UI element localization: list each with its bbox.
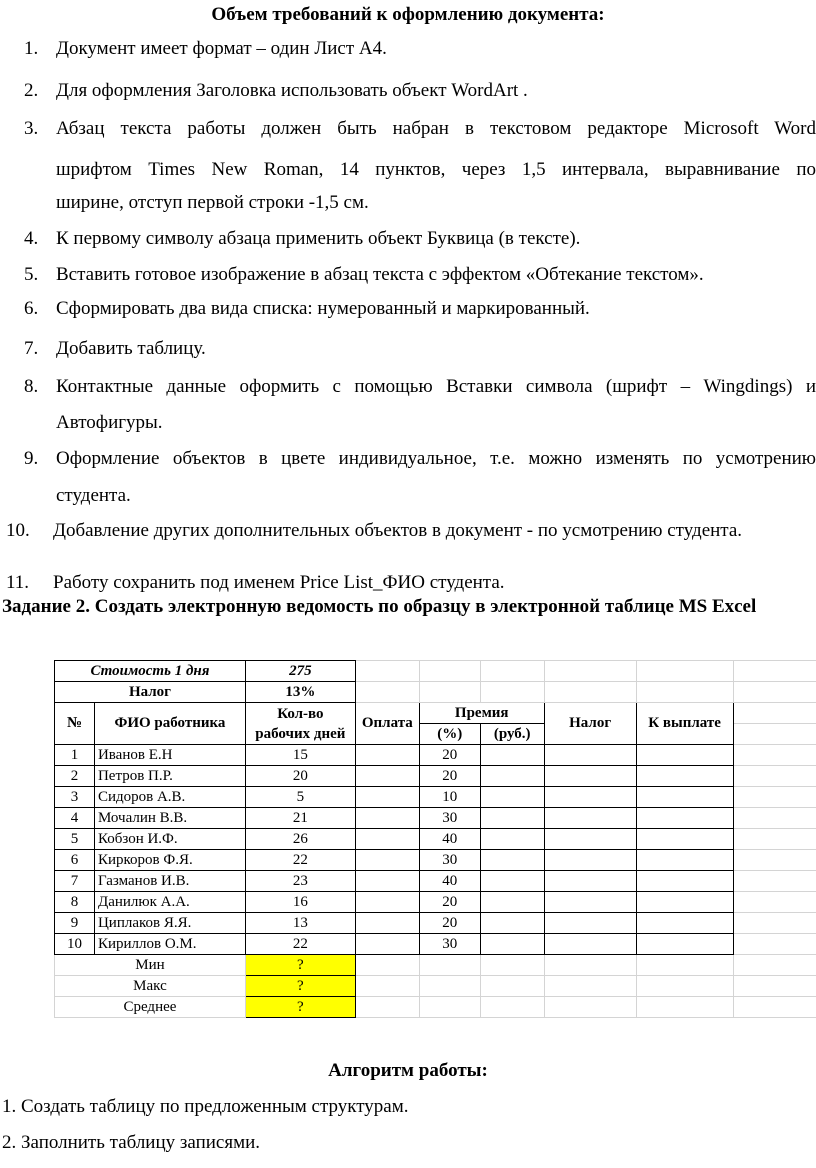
stat-row [55, 997, 816, 1018]
cell-name: Циплаков Я.Я. [94, 913, 245, 934]
cell-days: 22 [245, 850, 355, 871]
stat-label: Среднее [55, 997, 246, 1018]
table-row [55, 913, 816, 934]
cell-empty [733, 787, 816, 808]
cell-no: 3 [55, 787, 95, 808]
cell-empty [419, 955, 480, 976]
table-row [55, 850, 816, 871]
excel-sheet [54, 660, 816, 1032]
list-item-text: Вставить готовое изображение в абзац текста с эффектом «Обтекание текстом». [56, 264, 704, 285]
cell-no: 7 [55, 871, 95, 892]
cell-empty [544, 976, 636, 997]
cell-bonus-rub [480, 850, 544, 871]
header-bonus-pct: (%) [419, 724, 480, 745]
list-item-text: Абзац текста работы должен быть набран в текстовом редакторе Microsoft Word [56, 118, 816, 139]
cell-empty [636, 997, 733, 1018]
cell-name: Иванов Е.Н [94, 745, 245, 766]
cell-bonus-pct: 20 [419, 745, 480, 766]
cell-name: Кириллов О.М. [94, 934, 245, 955]
cell-tax [544, 934, 636, 955]
cell-days: 15 [245, 745, 355, 766]
cell-no: 5 [55, 829, 95, 850]
cell-days: 20 [245, 766, 355, 787]
cell-days: 13 [245, 913, 355, 934]
stat-value: ? [245, 976, 355, 997]
cell-bonus-rub [480, 829, 544, 850]
list-item-text: Оформление объектов в цвете индивидуальное, т.е. можно изменять по усмотрению [56, 448, 816, 469]
stat-row [55, 955, 816, 976]
table-row [55, 766, 816, 787]
stat-value: ? [245, 955, 355, 976]
cell-bonus-rub [480, 892, 544, 913]
cell-pay [355, 745, 419, 766]
cell-pay [355, 892, 419, 913]
cell-tax [544, 871, 636, 892]
cell-bonus-rub [480, 934, 544, 955]
stat-label: Макс [55, 976, 246, 997]
cell-pay [355, 850, 419, 871]
cell-empty [733, 934, 816, 955]
cell-empty [355, 997, 419, 1018]
cell-empty [419, 976, 480, 997]
cell-no: 4 [55, 808, 95, 829]
cell-total [636, 934, 733, 955]
cell-tax [544, 829, 636, 850]
cell-empty [733, 829, 816, 850]
cell-name: Кобзон И.Ф. [94, 829, 245, 850]
cell-bonus-pct: 40 [419, 829, 480, 850]
cell-empty [480, 997, 544, 1018]
cell-bonus-pct: 30 [419, 808, 480, 829]
cell-empty [636, 976, 733, 997]
cell-days: 22 [245, 934, 355, 955]
list-item-number: 4. [24, 228, 39, 249]
table-row [55, 892, 816, 913]
algorithm-title: Алгоритм работы: [328, 1060, 488, 1081]
cell-bonus-rub [480, 871, 544, 892]
cell-empty [733, 913, 816, 934]
cell-bonus-rub [480, 808, 544, 829]
header-name: ФИО работника [94, 703, 245, 745]
list-item-number: 3. [24, 118, 39, 139]
cell-empty [636, 955, 733, 976]
cell-empty [733, 850, 816, 871]
header-total: К выплате [636, 703, 733, 745]
cell-pay [355, 766, 419, 787]
cell-empty [733, 955, 816, 976]
cell-pay [355, 808, 419, 829]
cell-total [636, 871, 733, 892]
table-row [55, 808, 816, 829]
cell-tax [544, 787, 636, 808]
cell-days: 26 [245, 829, 355, 850]
list-item-number: 5. [24, 264, 39, 285]
cell-total [636, 892, 733, 913]
tax-label: Налог [55, 682, 246, 703]
cost-value: 275 [245, 661, 355, 682]
cell-total [636, 829, 733, 850]
cell-bonus-rub [480, 766, 544, 787]
cell-empty [733, 997, 816, 1018]
tax-value: 13% [245, 682, 355, 703]
header-tax: Налог [544, 703, 636, 745]
cell-empty [544, 997, 636, 1018]
document-title: Объем требований к оформлению документа: [211, 4, 605, 25]
list-item-number: 7. [24, 338, 39, 359]
cell-bonus-pct: 30 [419, 934, 480, 955]
table-row [55, 871, 816, 892]
header-no: № [55, 703, 95, 745]
cell-total [636, 913, 733, 934]
list-item-number: 9. [24, 448, 39, 469]
table-row [55, 787, 816, 808]
algorithm-step: 1. Создать таблицу по предложенным структурам. [2, 1096, 409, 1117]
cell-name: Сидоров А.В. [94, 787, 245, 808]
cell-pay [355, 934, 419, 955]
algorithm-step: 2. Заполнить таблицу записями. [2, 1132, 261, 1153]
cell-days: 16 [245, 892, 355, 913]
cell-bonus-pct: 30 [419, 850, 480, 871]
cell-no: 8 [55, 892, 95, 913]
header-bonus: Премия [419, 703, 544, 724]
cell-pay [355, 787, 419, 808]
header-pay: Оплата [355, 703, 419, 745]
cell-empty [544, 955, 636, 976]
cell-tax [544, 892, 636, 913]
list-item-text: Документ имеет формат – один Лист А4. [56, 38, 387, 59]
header-bonus-rub: (руб.) [480, 724, 544, 745]
cell-no: 1 [55, 745, 95, 766]
list-item-text: Добавить таблицу. [56, 338, 206, 359]
cell-days: 21 [245, 808, 355, 829]
cell-no: 6 [55, 850, 95, 871]
list-item-text: Работу сохранить под именем Price List_ФИО студента. [53, 572, 505, 593]
cell-tax [544, 913, 636, 934]
cell-pay [355, 829, 419, 850]
cell-bonus-rub [480, 913, 544, 934]
cell-pay [355, 871, 419, 892]
cell-bonus-pct: 40 [419, 871, 480, 892]
cell-name: Газманов И.В. [94, 871, 245, 892]
cell-total [636, 745, 733, 766]
cell-empty [419, 997, 480, 1018]
list-item-number: 1. [24, 38, 39, 59]
cell-empty [733, 892, 816, 913]
list-item-text: Контактные данные оформить с помощью Вставки символа (шрифт – Wingdings) и [56, 376, 816, 397]
cell-empty [355, 976, 419, 997]
table-row [55, 745, 816, 766]
task2-heading: Задание 2. Создать электронную ведомость по образцу в электронной таблице MS Excel [2, 596, 757, 617]
header-days: Кол-во рабочих дней [245, 703, 355, 745]
cell-empty [733, 871, 816, 892]
cell-total [636, 787, 733, 808]
list-item-text: студента. [56, 485, 131, 506]
list-item-text: Автофигуры. [56, 412, 163, 433]
list-item-text: Добавление других дополнительных объектов в документ - по усмотрению студента. [53, 520, 743, 541]
cell-name: Данилюк А.А. [94, 892, 245, 913]
cell-tax [544, 850, 636, 871]
list-item-text: Сформировать два вида списка: нумерованный и маркированный. [56, 298, 590, 319]
list-item-text: ширине, отступ первой строки -1,5 см. [56, 192, 369, 213]
table-row [55, 829, 816, 850]
cell-empty [480, 955, 544, 976]
stat-row [55, 976, 816, 997]
list-item-number: 10. [6, 520, 30, 541]
list-item-number: 8. [24, 376, 39, 397]
cell-name: Киркоров Ф.Я. [94, 850, 245, 871]
cell-total [636, 766, 733, 787]
cell-bonus-rub [480, 787, 544, 808]
cell-no: 2 [55, 766, 95, 787]
cost-label: Стоимость 1 дня [55, 661, 246, 682]
cell-bonus-pct: 20 [419, 892, 480, 913]
cell-tax [544, 745, 636, 766]
list-item-text: Для оформления Заголовка использовать объект WordArt . [56, 80, 528, 101]
cell-bonus-rub [480, 745, 544, 766]
table-row [55, 934, 816, 955]
cell-empty [733, 808, 816, 829]
list-item-text: шрифтом Times New Roman, 14 пунктов, через 1,5 интервала, выравнивание по [56, 159, 816, 180]
cell-name: Петров П.Р. [94, 766, 245, 787]
cell-tax [544, 808, 636, 829]
cell-days: 23 [245, 871, 355, 892]
cell-empty [733, 766, 816, 787]
cell-name: Мочалин В.В. [94, 808, 245, 829]
cell-empty [733, 745, 816, 766]
cell-no: 10 [55, 934, 95, 955]
cell-total [636, 850, 733, 871]
cell-no: 9 [55, 913, 95, 934]
cell-empty [733, 976, 816, 997]
cell-bonus-pct: 20 [419, 913, 480, 934]
cell-bonus-pct: 10 [419, 787, 480, 808]
cell-tax [544, 766, 636, 787]
list-item-number: 6. [24, 298, 39, 319]
stat-value: ? [245, 997, 355, 1018]
cell-empty [480, 976, 544, 997]
cell-empty [355, 955, 419, 976]
cell-pay [355, 913, 419, 934]
cell-days: 5 [245, 787, 355, 808]
cell-bonus-pct: 20 [419, 766, 480, 787]
cell-total [636, 808, 733, 829]
list-item-number: 11. [6, 572, 30, 593]
stat-label: Мин [55, 955, 246, 976]
salary-table [54, 660, 816, 1018]
list-item-number: 2. [24, 80, 39, 101]
list-item-text: К первому символу абзаца применить объект Буквица (в тексте). [56, 228, 581, 249]
